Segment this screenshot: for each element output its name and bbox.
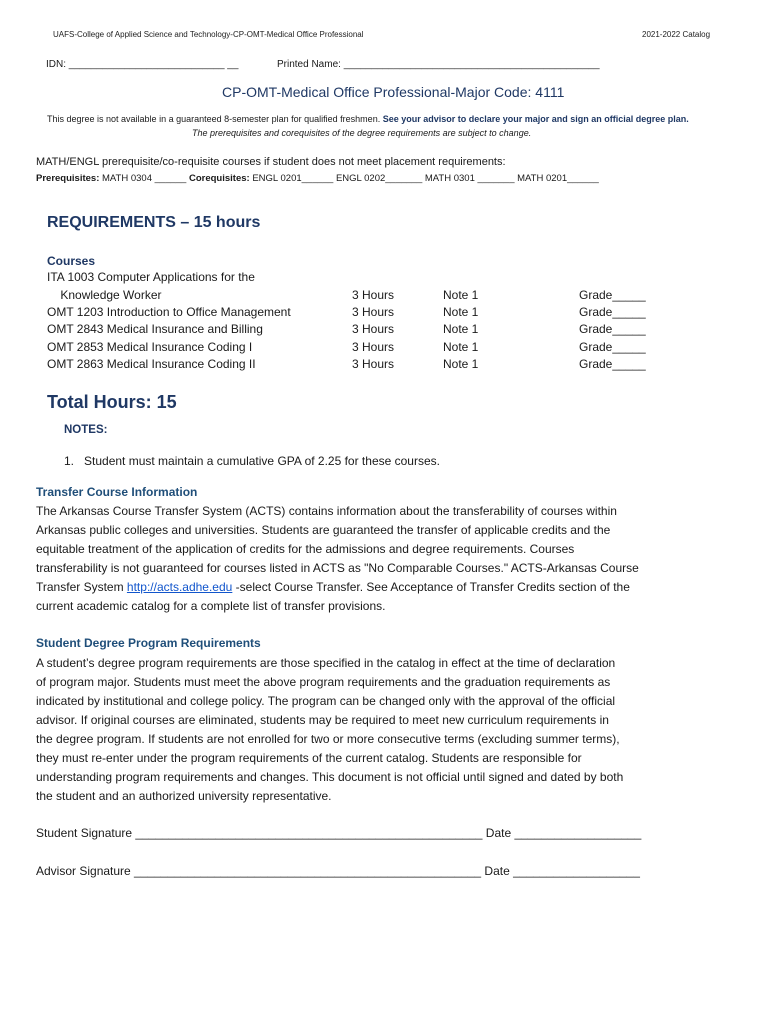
degree-line: understanding program requirements and changes. This document is not official until signed and dated by both <box>36 770 624 784</box>
page-title: CP-OMT-Medical Office Professional-Major Code: 4111 <box>222 84 565 100</box>
printed-name-field[interactable]: Printed Name: ______________________________________________ <box>277 59 600 70</box>
course-hours: 3 Hours <box>352 357 395 371</box>
degree-line: the student and an authorized university representative. <box>36 789 332 803</box>
course-row <box>47 288 687 305</box>
header-right-catalog: 2021-2022 Catalog <box>642 30 711 39</box>
transfer-line: transferability is not guaranteed for courses listed in ACTS as "No Comparable Courses." ACTS-Arkansas Course <box>36 561 639 575</box>
transfer-line: equitable treatment of the application of credits for the admissions and degree requirements. Courses <box>36 542 575 556</box>
transfer-paragraph <box>36 502 726 616</box>
degree-line: they must re-enter under the program requirements of the current catalog. Students are responsible for <box>36 751 582 765</box>
transfer-line-suffix: -select Course Transfer. See Acceptance of Transfer Credits section of the <box>232 580 630 594</box>
course-note: Note 1 <box>443 322 479 336</box>
course-hours: 3 Hours <box>352 288 395 302</box>
course-row <box>47 357 687 374</box>
course-grade-field[interactable]: Grade_____ <box>579 322 646 336</box>
transfer-line-prefix: Transfer System <box>36 580 127 594</box>
disclaimer-line-2: The prerequisites and corequisites of the degree requirements are subject to change. <box>192 128 532 138</box>
degree-line: indicated by institutional and college policy. The program can be changed only with the approval of the official <box>36 694 616 708</box>
prereq-value: MATH 0304 ______ <box>102 173 187 184</box>
header-left: UAFS-College of Applied Science and Technology-CP-OMT-Medical Office Professional <box>53 30 364 39</box>
disclaimer-advisor-text: See your advisor to declare your major and sign an official degree plan. <box>382 114 689 124</box>
course-row <box>47 305 687 322</box>
degree-requirements-heading: Student Degree Program Requirements <box>36 636 261 650</box>
idn-field[interactable]: IDN: ____________________________ __ <box>46 59 239 70</box>
course-row <box>47 340 687 357</box>
course-note: Note 1 <box>443 340 479 354</box>
degree-line: the degree program. If students are not enrolled for two or more consecutive terms (excluding summer terms), <box>36 732 620 746</box>
note-item-1: 1. Student must maintain a cumulative GPA of 2.25 for these courses. <box>64 454 440 468</box>
course-name: OMT 2843 Medical Insurance and Billing <box>47 322 263 336</box>
prereq-intro: MATH/ENGL prerequisite/co-requisite courses if student does not meet placement requirements: <box>36 156 506 168</box>
degree-line: A student’s degree program requirements are those specified in the catalog in effect at the time of declaration <box>36 656 616 670</box>
transfer-line: The Arkansas Course Transfer System (ACTS) contains information about the transferability of courses within <box>36 504 617 518</box>
courses-heading: Courses <box>47 254 96 268</box>
course-hours: 3 Hours <box>352 322 395 336</box>
requirements-heading: REQUIREMENTS – 15 hours <box>47 214 261 231</box>
course-grade-field[interactable]: Grade_____ <box>579 340 646 354</box>
course-hours: 3 Hours <box>352 340 395 354</box>
transfer-line: Arkansas public colleges and universities. Students are guaranteed the transfer of applicable credits and the <box>36 523 611 537</box>
course-hours: 3 Hours <box>352 305 395 319</box>
degree-requirements-paragraph <box>36 654 726 806</box>
transfer-line <box>36 578 726 597</box>
acts-link[interactable]: http://acts.adhe.edu <box>126 580 233 594</box>
notes-heading: NOTES: <box>64 424 108 436</box>
coreq-value: ENGL 0201______ ENGL 0202_______ MATH 0301 _______ MATH 0201______ <box>252 173 599 184</box>
coreq-label: Corequisites: <box>188 173 250 184</box>
transfer-line: current academic catalog for a complete list of transfer provisions. <box>36 599 386 613</box>
course-note: Note 1 <box>443 288 479 302</box>
prereq-label: Prerequisites: <box>36 173 100 184</box>
course-note: Note 1 <box>443 305 479 319</box>
course-name: OMT 2863 Medical Insurance Coding II <box>47 357 256 371</box>
course-note: Note 1 <box>443 357 479 371</box>
transfer-heading: Transfer Course Information <box>36 485 198 499</box>
advisor-signature-field[interactable]: Advisor Signature ____________________________________________________ Date ___________________ <box>36 864 640 878</box>
disclaimer-line-1 <box>47 114 689 124</box>
course-row <box>47 322 687 339</box>
degree-line: of program major. Students must meet the above program requirements and the graduation requirements as <box>36 675 611 689</box>
course-grade-field[interactable]: Grade_____ <box>579 357 646 371</box>
total-hours: Total Hours: 15 <box>47 392 177 412</box>
prereq-line <box>36 173 599 184</box>
course-grade-field[interactable]: Grade_____ <box>579 288 646 302</box>
disclaimer-text: This degree is not available in a guaranteed 8-semester plan for qualified freshmen. <box>47 114 381 124</box>
degree-line: advisor. If original courses are eliminated, students may be required to meet new curriculum requirements in <box>36 713 609 727</box>
course-name-line1: ITA 1003 Computer Applications for the <box>47 270 255 284</box>
student-signature-field[interactable]: Student Signature ____________________________________________________ Date ___________________ <box>36 826 642 840</box>
course-name: OMT 2853 Medical Insurance Coding I <box>47 340 253 354</box>
course-name: OMT 1203 Introduction to Office Management <box>47 305 291 319</box>
course-grade-field[interactable]: Grade_____ <box>579 305 646 319</box>
course-name: Knowledge Worker <box>47 288 162 302</box>
